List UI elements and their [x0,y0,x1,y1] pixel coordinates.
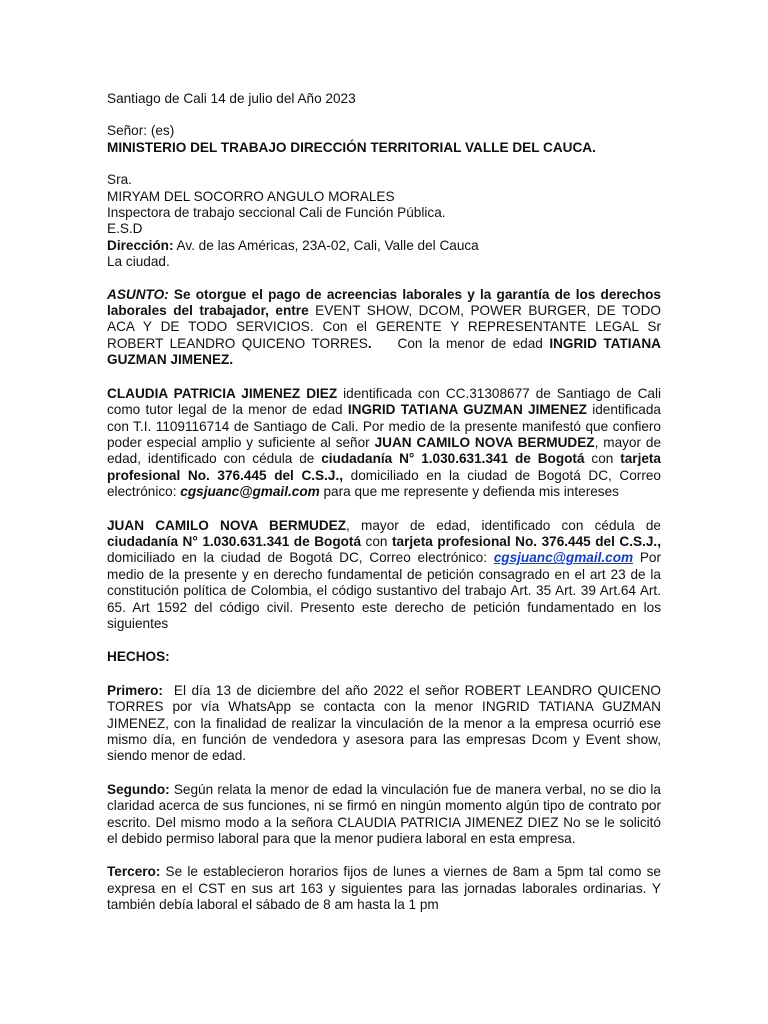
recipient-position: Inspectora de trabajo seccional Cali de Función Pública. [107,205,446,221]
recipient-city: La ciudad. [107,254,170,270]
hecho-segundo: Segundo: Según relata la menor de edad la vinculación fue de manera verbal, no se dio la claridad acerca de sus funciones, ni se firmó en ningún momento algún tipo de contrato por escrito. Del mismo modo a la señora CLAUDIA PATRICIA JIMENEZ DIEZ No se le solicitó el debido permiso laboral para que la menor pudiera laboral en esta empresa. [107,781,661,847]
email-text: cgsjuanc@gmail.com [180,484,320,500]
power-of-attorney-paragraph: CLAUDIA PATRICIA JIMENEZ DIEZ identificada con CC.31308677 de Santiago de Cali como tutor legal de la menor de edad INGRID TATIANA GUZMAN JIMENEZ identificada con T.I. 1109116714 de Santiago de Cali. Por medio de la presente manifestó que confiero poder especial amplio y suficiente al señor JUAN CAMILO NOVA BERMUDEZ, mayor de edad, identificado con cédula de ciudadanía N° 1.030.631.341 de Bogotá con tarjeta profesional No. 376.445 del C.S.J., domiciliado en la ciudad de Bogotá DC, Correo electrónico: cgsjuanc@gmail.com para que me represente y defienda mis intereses [107,385,662,500]
recipient-esd: E.S.D [107,221,143,237]
recipient-block [107,172,661,270]
hecho-tercero: Tercero: Se le establecieron horarios fijos de lunes a viernes de 8am a 5pm tal como se expresa en el CST en sus art 163 y siguientes para las jornadas laborales ordinarias. Y también debía laboral el sábado de 8 am hasta la 1 pm [107,864,661,913]
email-link[interactable]: cgsjuanc@gmail.com [493,550,634,566]
hecho-primero: Primero: El día 13 de diciembre del año 2022 el señor ROBERT LEANDRO QUICENO TORRES por vía WhatsApp se contacta con la menor INGRID TATIANA GUZMAN JIMENEZ, con la finalidad de realizar la vinculación de la menor a la empresa ocurrió ese mismo día, en función de vendedora y asesora para las empresas Dcom y Event show, siendo menor de edad. [107,682,665,764]
letter-body [107,91,665,914]
ministry-heading: MINISTERIO DEL TRABAJO DIRECCIÓN TERRITORIAL VALLE DEL CAUCA. [107,139,596,155]
recipient-title: Sra. [107,172,132,188]
date-line: Santiago de Cali 14 de julio del Año 2023 [107,91,356,106]
recipient-address: Dirección: Av. de las Américas, 23A-02, Cali, Valle del Cauca [107,237,479,253]
petition-paragraph: JUAN CAMILO NOVA BERMUDEZ, mayor de edad, identificado con cédula de ciudadanía N° 1.030.631.341 de Bogotá con tarjeta profesional No. 376.445 del C.S.J., domiciliado en la ciudad de Bogotá DC, Correo electrónico: cgsjuanc@gmail.com Por medio de la presente y en derecho fundamental de petición consagrado en el art 23 de la constitución política de Colombia, el código sustantivo del trabajo Art. 35 Art. 39 Art.64 Art. 65. Art 1592 del código civil. Presento este derecho de petición fundamentado en los siguientes [107,517,661,631]
hechos-heading: HECHOS: [107,649,170,665]
recipient-name: MIRYAM DEL SOCORRO ANGULO MORALES [107,188,395,204]
asunto-paragraph: ASUNTO: Se otorgue el pago de acreencias laborales y la garantía de los derechos laborales del trabajador, entre EVENT SHOW, DCOM, POWER BURGER, DE TODO ACA Y DE TODO SERVICIOS. Con el GERENTE Y REPRESENTANTE LEGAL Sr ROBERT LEANDRO QUICENO TORRES. Con la menor de edad INGRID TATIANA GUZMAN JIMENEZ. [107,286,661,368]
salutation: Señor: (es) [107,123,175,139]
